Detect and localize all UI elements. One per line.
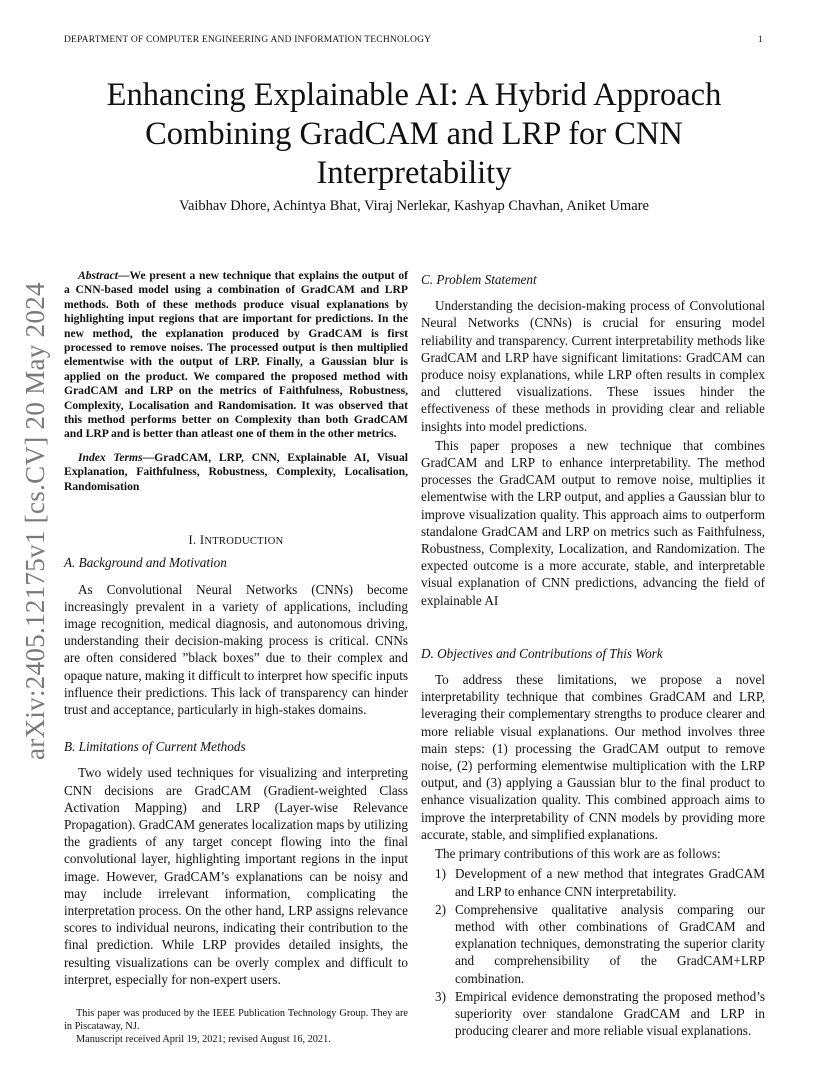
list-item [421, 865, 765, 899]
author-list: Vaibhav Dhore, Achintya Bhat, Viraj Nerlekar, Kashyap Chavhan, Aniket Umare [179, 198, 649, 214]
paper-title: Enhancing Explainable AI: A Hybrid Approach Combining GradCAM and LRP for CNN Interpretability [106, 77, 722, 191]
list-item [421, 988, 765, 1040]
paragraph-objectives: To address these limitations, we propose a novel interpretability technique that combines GradCAM and LRP, leveraging their complementary strengths to produce clearer and more reliable visual explanations. Our method involves three main steps: (1) processing the GradCAM output to remove noise, (2) performing elementwise multiplication with the LRP output, and (3) applying a Gaussian blur to the final product to enhance visualization quality. This combined approach aims to improve the interpretability of CNN models by providing more accurate, stable, and simplified explanations. [421, 672, 765, 842]
paragraph-background: As Convolutional Neural Networks (CNNs) become increasingly prevalent in a variety of applications, including image recognition, medical diagnosis, and autonomous driving, understanding their decision-making process is critical. CNNs are often considered ”black boxes” due to their complex and opaque nature, making it difficult to interpret how specific inputs influence their predictions. This lack of transparency can hinder trust and acceptance, particularly in high-stakes domains. [64, 581, 409, 717]
list-item [421, 901, 765, 987]
section-heading-introduction [64, 532, 408, 550]
abstract-text: —We present a new technique that explains the output of a CNN-based model using a combination of GradCAM and LRP methods. Both of these methods produce visual explanations by highlighting input regions that are important for predictions. In the new method, the explanation produced by GradCAM is first processed to remove noises. The processed output is then multiplied elementwise with the output of LRP. Finally, a Gaussian blur is applied on the product. We compared the proposed method with GradCAM and LRP on the metrics of Faithfulness, Robustness, Complexity, Localisation and Randomisation. It was observed that this method performs better on Complexity than both GradCAM and LRP and is better than atleast one of them in the other metrics. [64, 269, 408, 441]
left-column [64, 269, 408, 1046]
subsection-heading-c: C. Problem Statement [421, 272, 537, 287]
paragraph-problem-2: This paper proposes a new technique that combines GradCAM and LRP to enhance interpretability. The method processes the GradCAM output to remove noise, multiplies it elementwise with the LRP output, and applies a Gaussian blur to improve visualization quality. This approach aims to outperform standalone GradCAM and LRP on metrics such as Faithfulness, Robustness, Complexity, Localization, and Randomization. The expected outcome is a more accurate, stable, and interpretable visual explanation of CNN predictions, advancing the field of explainable AI [421, 437, 765, 608]
list-item-number: 3) [435, 988, 446, 1004]
paragraph-contributions-intro: The primary contributions of this work are as follows: [435, 846, 721, 862]
index-terms [64, 451, 408, 494]
subsection-heading-a: A. Background and Motivation [64, 555, 227, 571]
subsection-heading-b: B. Limitations of Current Methods [64, 739, 246, 755]
subsection-heading-d: D. Objectives and Contributions of This Work [421, 645, 663, 661]
arxiv-identifier: arXiv:2405.12175v1 [cs.CV] 20 May 2024 [20, 282, 50, 760]
paragraph-limitations: Two widely used techniques for visualizing and interpreting CNN decisions are GradCAM (Gradient-weighted Class Activation Mapping) and LRP (Layer-wise Relevance Propagation). GradCAM generates localization maps by utilizing the gradients of any target concept flowing into the final convolutional layer, highlighting important regions in the input image. However, GradCAM’s explanations can be noisy and may include irrelevant information, complicating the interpretation process. On the other hand, LRP assigns relevance scores to individual neurons, indicating their contribution to the final prediction. While LRP provides detailed insights, the resulting visualizations can be overly complex and difficult to interpret, especially for non-expert users. [64, 765, 408, 987]
list-item-text: Comprehensive qualitative analysis comparing our method with other combinations of GradCAM and explanation techniques, demonstrating the superior clarity and comprehensibility of the GradCAM+LRP combination. [455, 901, 765, 986]
list-item-number: 2) [435, 901, 446, 917]
paragraph-problem-1: Understanding the decision-making process of Convolutional Neural Networks (CNNs) is crucial for ensuring model reliability and transparency. Current interpretability methods like GradCAM and LRP have significant limitations: GradCAM can produce noisy explanations, while LRP often results in complex and cluttered visualizations. These issues hinder the effectiveness of these methods in providing clear and reliable insights into model predictions. [421, 298, 765, 434]
index-terms-text: —GradCAM, LRP, CNN, Explainable AI, Visual Explanation, Faithfulness, Robustness, Complexity, Localisation, Randomisation [64, 450, 408, 493]
abstract [64, 269, 408, 442]
section-number: I. [188, 533, 200, 548]
footnote-manuscript: Manuscript received April 19, 2021; revised August 16, 2021. [76, 1033, 331, 1045]
section-initial: I [199, 533, 205, 548]
list-item-number: 1) [435, 866, 446, 882]
running-header: DEPARTMENT OF COMPUTER ENGINEERING AND INFORMATION TECHNOLOGY [64, 35, 432, 45]
list-item-text: Development of a new method that integrates GradCAM and LRP to enhance CNN interpretability. [455, 866, 765, 899]
footnote-publication: This paper was produced by the IEEE Publication Technology Group. They are in Piscataway, NJ. [64, 1007, 408, 1032]
list-item-text: Empirical evidence demonstrating the proposed method’s superiority over standalone GradCAM and LRP in producing clearer and more reliable visual explanations. [455, 988, 765, 1039]
contributions-list [421, 865, 765, 1039]
page-number: 1 [758, 35, 763, 45]
section-title-rest: NTRODUCTION [204, 536, 284, 548]
abstract-label: Abstract [78, 269, 118, 282]
right-column [421, 269, 765, 1040]
index-terms-label: Index Terms [78, 450, 143, 464]
